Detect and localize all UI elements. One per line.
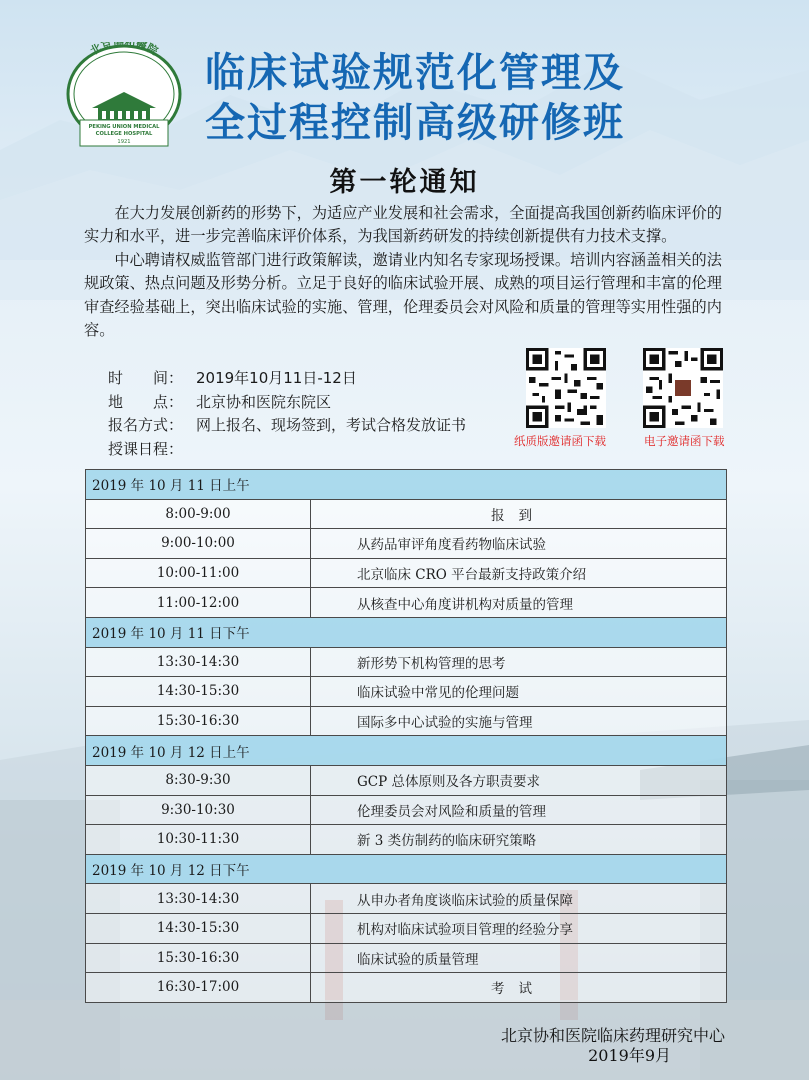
signup-value: 网上报名、现场签到，考试合格发放证书 [196, 416, 467, 435]
table-row [86, 499, 727, 529]
place-label: 地 点： [108, 392, 184, 411]
intro-text [84, 202, 736, 342]
section-row [86, 617, 727, 647]
session-topic: 北京临床 CRO 平台最新支持政策介绍 [311, 558, 727, 588]
table-row [86, 647, 727, 677]
session-topic: 伦理委员会对风险和质量的管理 [311, 795, 727, 825]
logo-line1: PEKING UNION MEDICAL [88, 124, 160, 130]
schedule-table [85, 469, 727, 1003]
table-row [86, 913, 727, 943]
table-row [86, 558, 727, 588]
time-value: 2019年10月11日-12日 [196, 369, 357, 387]
session-topic: 国际多中心试验的实施与管理 [311, 706, 727, 736]
logo-arc-text: 北京協和醫院 [87, 42, 161, 58]
session-time: 8:00-9:00 [86, 499, 311, 529]
session-time: 13:30-14:30 [86, 647, 311, 677]
footer-signature [501, 1026, 725, 1066]
session-time: 9:30-10:30 [86, 795, 311, 825]
session-topic: 从申办者角度谈临床试验的质量保障 [311, 884, 727, 914]
section-date: 2019 年 10 月 11 日下午 [86, 617, 727, 647]
session-time: 14:30-15:30 [86, 913, 311, 943]
notice-subtitle: 第一轮通知 [329, 167, 480, 198]
table-row [86, 884, 727, 914]
session-topic: 临床试验中常见的伦理问题 [311, 677, 727, 707]
session-topic: 新形势下机构管理的思考 [311, 647, 727, 677]
time-label: 时 间： [108, 369, 184, 387]
info-row-time [108, 367, 466, 391]
session-topic: GCP 总体原则及各方职责要求 [311, 765, 727, 795]
session-topic: 报到 [311, 499, 727, 529]
table-row [86, 706, 727, 736]
session-time: 16:30-17:00 [86, 973, 311, 1003]
footer-date: 2019年9月 [588, 1046, 671, 1065]
session-topic: 临床试验的质量管理 [311, 943, 727, 973]
section-date: 2019 年 10 月 12 日下午 [86, 854, 727, 884]
section-row [86, 736, 727, 766]
page-title [205, 48, 625, 148]
place-value: 北京协和医院东院区 [196, 392, 332, 411]
footer-organization: 北京协和医院临床药理研究中心 [500, 1026, 725, 1045]
electronic-invitation-caption: 电子邀请函下载 [644, 434, 725, 448]
session-topic: 从核查中心角度讲机构对质量的管理 [311, 588, 727, 618]
intro-paragraph-1: 在大力发展创新药的形势下，为适应产业发展和社会需求，全面提高我国创新药临床评价的实力和水平，进一步完善临床评价体系，为我国新药研发的持续创新提供有力技术支撑。 [84, 204, 722, 246]
section-row [86, 854, 727, 884]
logo-year: 1921 [117, 139, 131, 145]
table-row [86, 588, 727, 618]
table-row [86, 677, 727, 707]
schedule-label: 授课日程： [108, 439, 184, 458]
logo-line2: COLLEGE HOSPITAL [95, 131, 153, 137]
session-time: 8:30-9:30 [86, 765, 311, 795]
signup-label: 报名方式： [108, 416, 184, 435]
event-info [108, 367, 466, 461]
section-row [86, 470, 727, 500]
session-time: 10:00-11:00 [86, 558, 311, 588]
table-row [86, 765, 727, 795]
table-row [86, 529, 727, 559]
electronic-invitation-qr-code[interactable] [643, 348, 723, 428]
session-topic: 新 3 类仿制药的临床研究策略 [311, 825, 727, 855]
session-time: 15:30-16:30 [86, 943, 311, 973]
info-row-place [108, 391, 466, 415]
table-row [86, 825, 727, 855]
paper-invitation-caption: 纸质版邀请函下载 [514, 434, 606, 448]
title-line-1: 临床试验规范化管理及 [205, 50, 625, 96]
intro-paragraph-2: 中心聘请权威监管部门进行政策解读，邀请业内知名专家现场授课。培训内容涵盖相关的法规政策、热点问题及形势分析。立足于良好的临床试验开展、成熟的项目运行管理和丰富的伦理审查经验基础上，突出临床试验的实施、管理，伦理委员会对风险和质量的管理等实用性强的内容。 [84, 250, 722, 340]
session-time: 11:00-12:00 [86, 588, 311, 618]
info-row-signup [108, 414, 466, 438]
session-time: 14:30-15:30 [86, 677, 311, 707]
session-time: 10:30-11:30 [86, 825, 311, 855]
info-row-schedule [108, 438, 466, 462]
title-line-2: 全过程控制高级研修班 [205, 100, 625, 146]
session-topic: 考试 [311, 973, 727, 1003]
session-time: 15:30-16:30 [86, 706, 311, 736]
hospital-logo [62, 42, 186, 154]
section-date: 2019 年 10 月 12 日上午 [86, 736, 727, 766]
section-date: 2019 年 10 月 11 日上午 [86, 470, 727, 500]
session-topic: 从药品审评角度看药物临床试验 [311, 529, 727, 559]
table-row [86, 943, 727, 973]
session-topic: 机构对临床试验项目管理的经验分享 [311, 913, 727, 943]
table-row [86, 795, 727, 825]
session-time: 9:00-10:00 [86, 529, 311, 559]
table-row [86, 973, 727, 1003]
paper-invitation-qr-code[interactable] [526, 348, 606, 428]
session-time: 13:30-14:30 [86, 884, 311, 914]
